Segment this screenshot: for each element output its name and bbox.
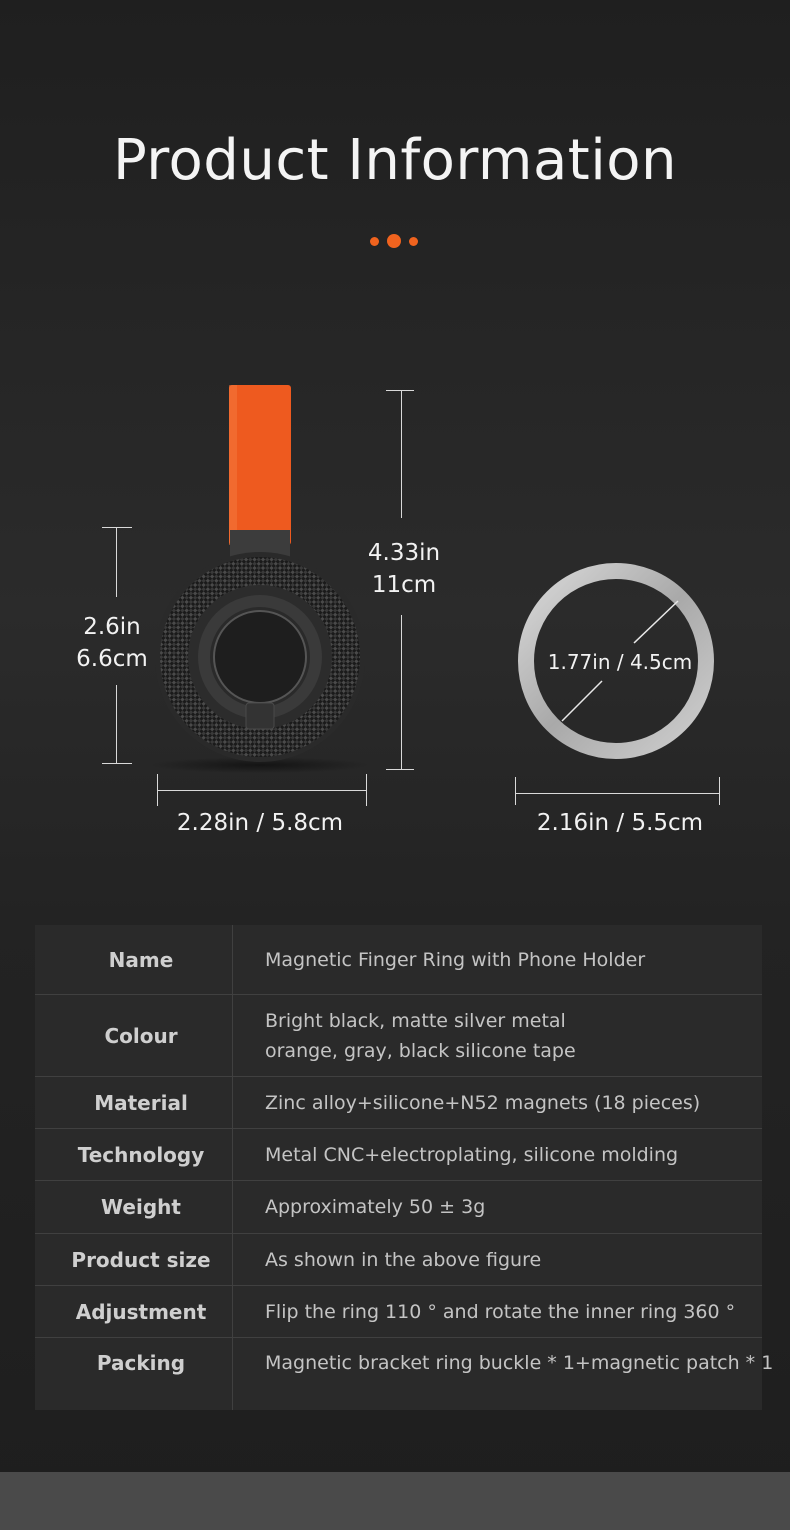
ring-height-label [60, 611, 164, 675]
spec-value: Approximately 50 ± 3g [265, 1196, 486, 1218]
spec-label: Colour [104, 1023, 178, 1048]
footer-bar [0, 1472, 790, 1530]
patch-width-left-tick [515, 777, 516, 805]
ring-dim-bottom-tick [102, 763, 132, 764]
table-row [35, 1181, 762, 1234]
spec-label: Packing [96, 1351, 186, 1375]
spec-value: Flip the ring 110 ° and rotate the inner ring 360 ° [265, 1300, 736, 1323]
ring-dim-line-top [116, 527, 117, 597]
patch-inner-label: 1.77in / 4.5cm [547, 650, 693, 674]
table-row [35, 1338, 774, 1388]
ring-dim-line-bottom [116, 685, 117, 763]
holder-width-right-tick [366, 774, 367, 806]
spec-label: Technology [77, 1142, 205, 1167]
spec-label: Adjustment [75, 1299, 207, 1324]
holder-width-left-tick [157, 774, 158, 806]
table-row [35, 925, 762, 995]
page-title: Product Information [112, 128, 678, 193]
holder-width-dim-line [157, 790, 367, 791]
spec-value: Metal CNC+electroplating, silicone molding [265, 1143, 679, 1166]
table-row [35, 1129, 762, 1181]
holder-width-label: 2.28in / 5.8cm [176, 810, 344, 836]
table-row [35, 1077, 762, 1129]
spec-label: Material [94, 1090, 188, 1115]
ring-dim-top-tick [102, 527, 132, 528]
spec-label: Weight [101, 1195, 181, 1219]
spec-label: Product size [71, 1247, 211, 1272]
spec-table [35, 925, 774, 1410]
holder-height-cm: 11cm [371, 572, 437, 598]
table-column-divider [232, 925, 233, 1410]
title-decoration-dots [370, 233, 420, 249]
spec-value: Bright black, matte silver metal orange, gray, black silicone tape [265, 1009, 576, 1062]
spec-value: Magnetic bracket ring buckle * 1+magnetic patch * 1 [265, 1352, 774, 1374]
patch-width-dim-line [515, 793, 720, 794]
spec-value: Zinc alloy+silicone+N52 magnets (18 pieces) [265, 1091, 701, 1114]
ring-height-cm: 6.6cm [76, 646, 148, 672]
spec-label: Name [108, 947, 174, 972]
patch-width-right-tick [719, 777, 720, 805]
height-dim-bottom-tick [386, 769, 414, 770]
table-row [35, 1286, 762, 1338]
height-dim-top-tick [386, 390, 414, 391]
height-dim-line-top [401, 390, 402, 518]
table-row [35, 995, 762, 1077]
patch-width-label: 2.16in / 5.5cm [536, 810, 704, 836]
height-dim-line-bottom [401, 615, 402, 770]
holder-height-label [352, 537, 456, 601]
ring-holder-image [140, 375, 380, 775]
ring-height-in: 2.6in [83, 614, 141, 640]
holder-height-in: 4.33in [367, 540, 441, 566]
spec-value: As shown in the above figure [265, 1248, 542, 1271]
table-row [35, 1234, 762, 1286]
spec-value: Magnetic Finger Ring with Phone Holder [265, 948, 646, 971]
